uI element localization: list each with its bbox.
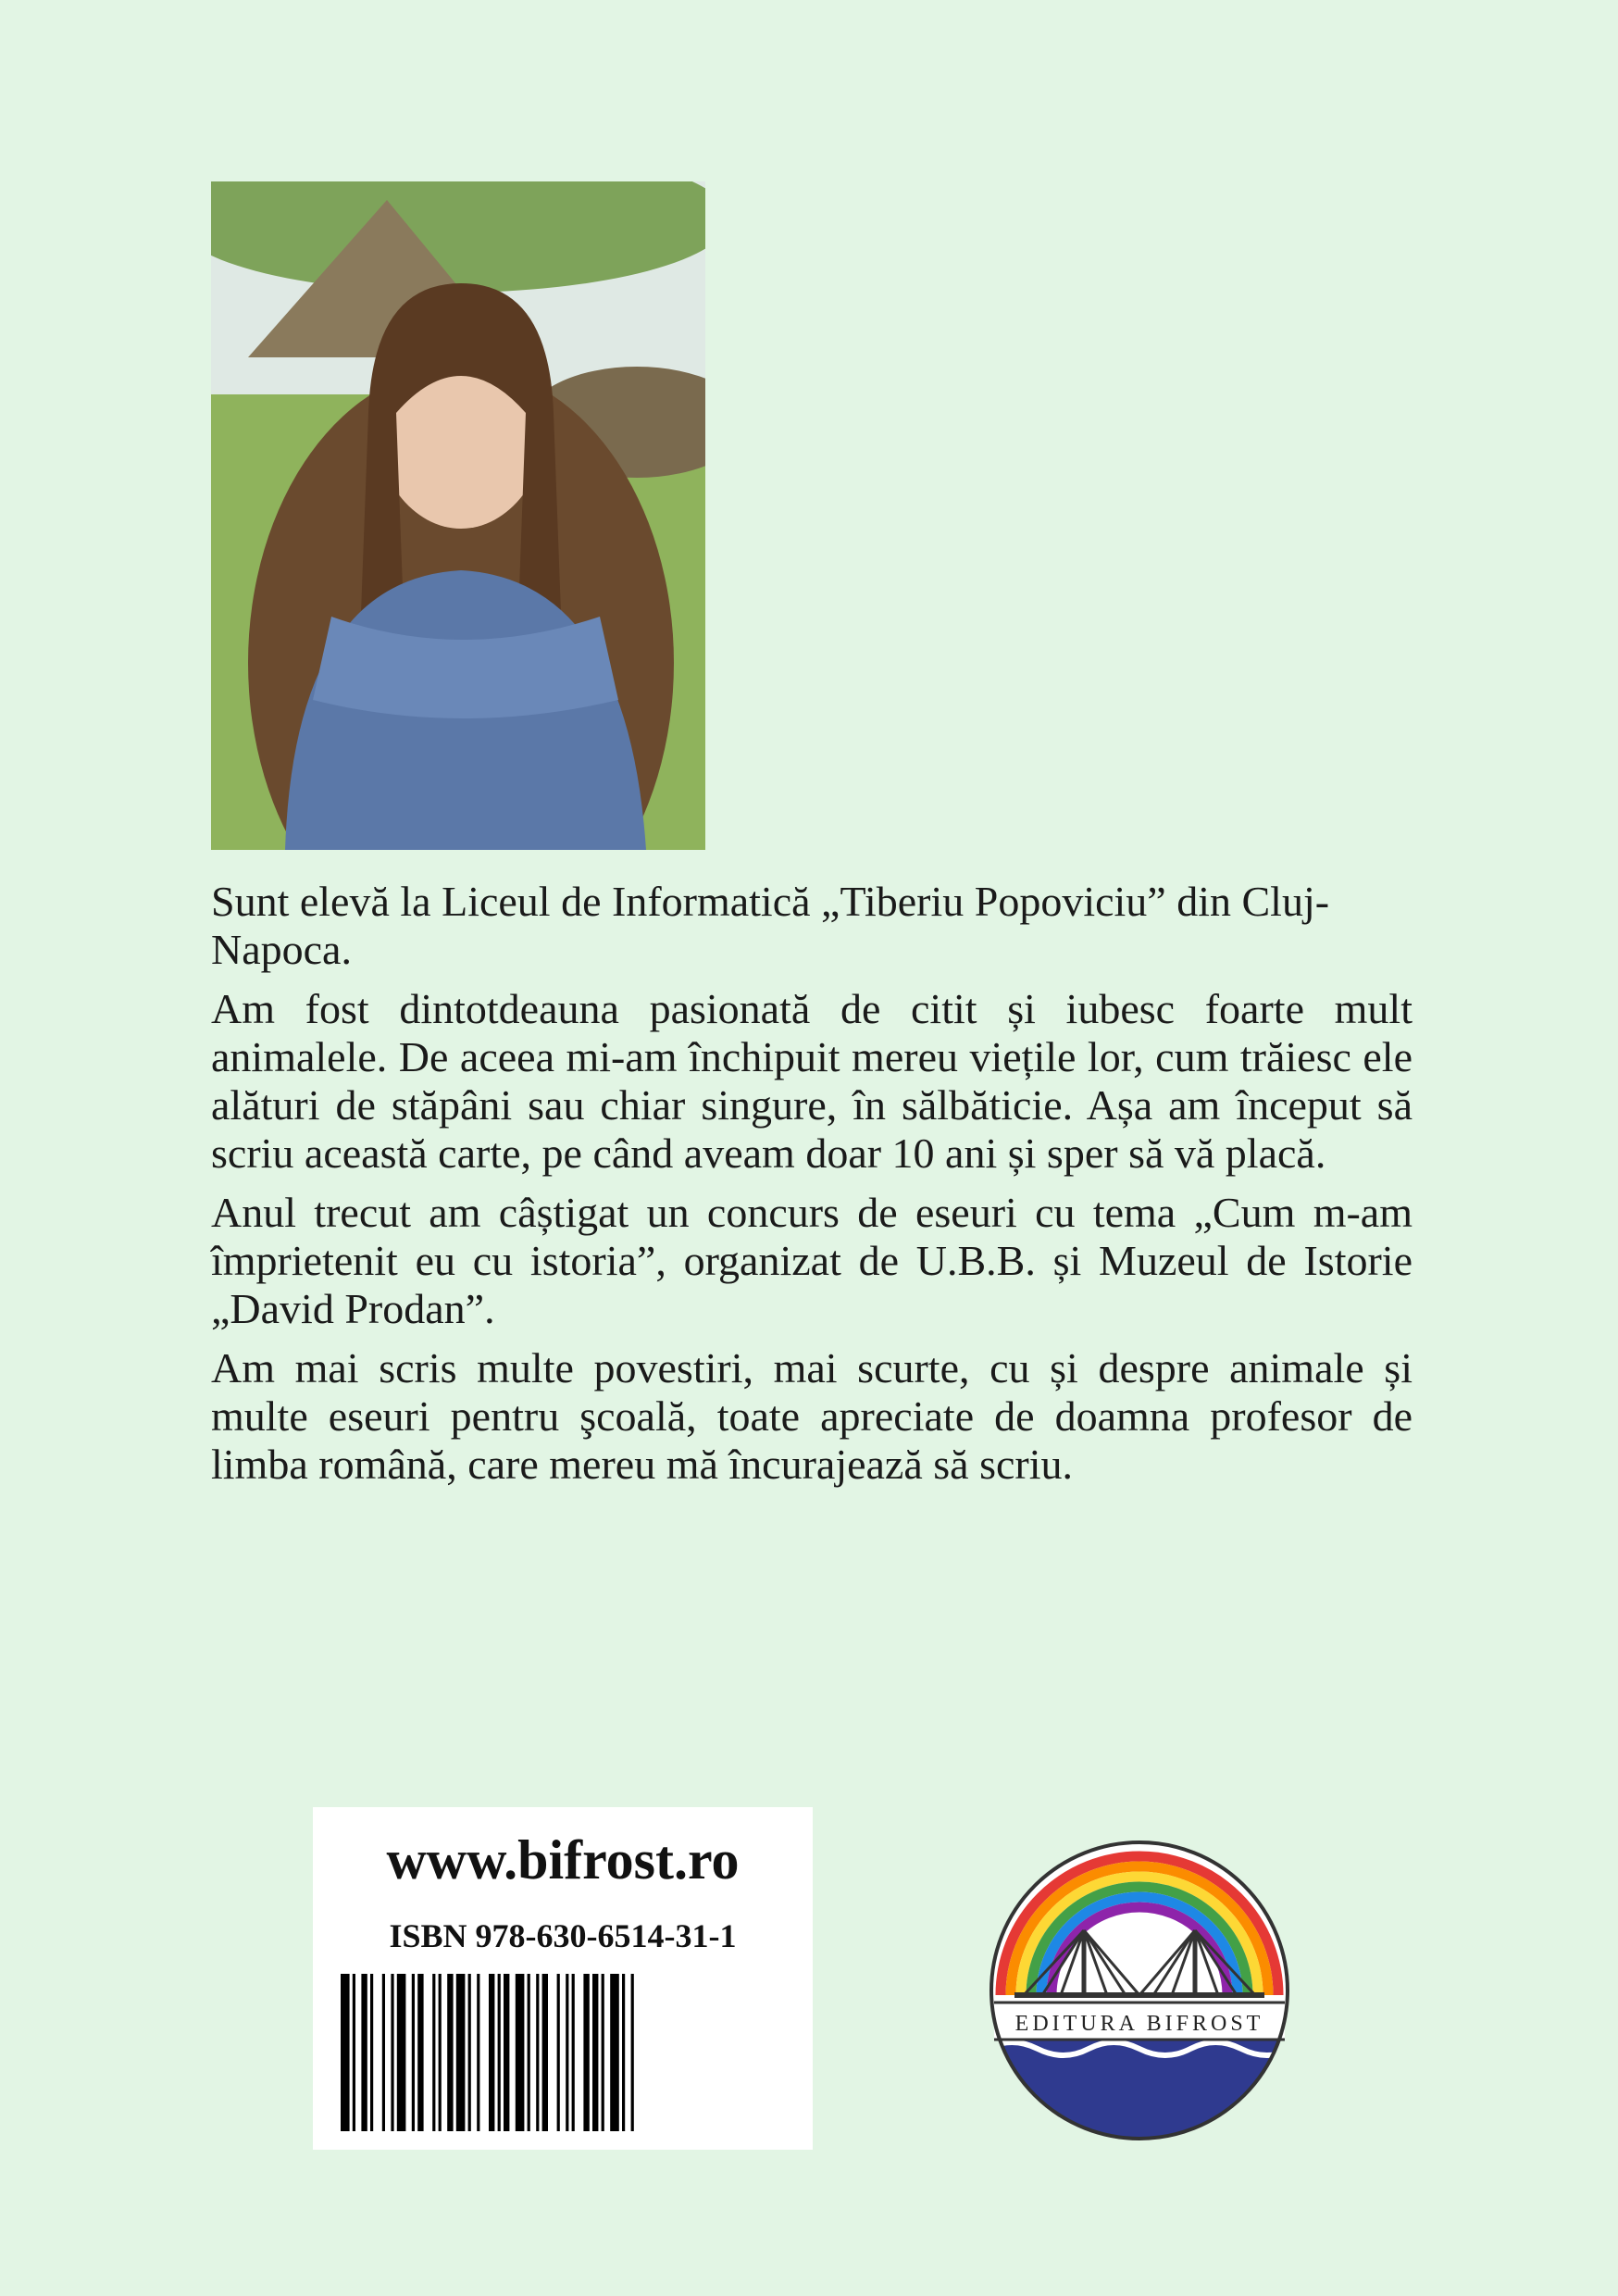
barcode-bar bbox=[583, 1974, 589, 2131]
barcode-bar bbox=[447, 1974, 453, 2131]
barcode-bar bbox=[542, 1974, 548, 2131]
barcode-bar bbox=[391, 1974, 393, 2131]
barcode-bar bbox=[572, 1974, 575, 2131]
barcode-bar bbox=[622, 1974, 625, 2131]
barcode-bar bbox=[602, 1974, 604, 2131]
barcode-bar bbox=[397, 1974, 406, 2131]
barcode-bar bbox=[468, 1974, 471, 2131]
publisher-logo bbox=[987, 1838, 1292, 2143]
barcode-bar bbox=[566, 1974, 568, 2131]
barcode-bar bbox=[557, 1974, 560, 2131]
publisher-website: www.bifrost.ro bbox=[386, 1829, 740, 1890]
bifrost-logo-icon bbox=[987, 1838, 1292, 2143]
author-photo bbox=[211, 181, 705, 850]
barcode-bar bbox=[477, 1974, 479, 2131]
barcode-bar bbox=[528, 1974, 530, 2131]
bio-paragraph-passion: Am fost dintotdeauna pasionată de citit și iubesc foarte mult animalele. De aceea mi-am închipuit mereu viețile lor, cum trăiesc ele alături de stăpâni sau chiar singure, în sălbăticie. Așa am început să scriu această carte, pe când aveam doar 10 ani și sper să vă placă. bbox=[211, 985, 1413, 1177]
author-photo-image bbox=[211, 181, 705, 850]
barcode-bar bbox=[341, 1974, 350, 2131]
barcode-bar bbox=[353, 1974, 355, 2131]
author-bio bbox=[211, 878, 1413, 1500]
barcode-bar bbox=[439, 1974, 442, 2131]
barcode-bar bbox=[504, 1974, 509, 2131]
barcode-bar bbox=[456, 1974, 466, 2131]
bio-paragraph-contest: Anul trecut am câștigat un concurs de eseuri cu tema „Cum m-am împrietenit eu cu istoria”, organizat de U.B.B. și Muzeul de Istorie „David Prodan”. bbox=[211, 1189, 1413, 1332]
barcode-bar bbox=[432, 1974, 435, 2131]
barcode-panel bbox=[313, 1807, 813, 2150]
barcode-bar bbox=[417, 1974, 423, 2131]
barcode-bar bbox=[631, 1974, 634, 2131]
barcode-bar bbox=[412, 1974, 415, 2131]
barcode-bar bbox=[382, 1974, 385, 2131]
bio-paragraph-writing: Am mai scris multe povestiri, mai scurte, cu și despre animale și multe eseuri pentru şcoală, toate apreciate de doamna profesor de limba română, care mereu mă încurajează să scriu. bbox=[211, 1344, 1413, 1488]
logo-text: EDITURA BIFROST bbox=[1014, 2012, 1264, 2036]
barcode-bar bbox=[370, 1974, 373, 2131]
barcode-bar bbox=[361, 1974, 367, 2131]
barcode-bar bbox=[610, 1974, 619, 2131]
barcode-bars bbox=[341, 1974, 785, 2131]
bio-paragraph-school: Sunt elevă la Liceul de Informatică „Tiberiu Popoviciu” din Cluj-Napoca. bbox=[211, 878, 1330, 973]
barcode-bar bbox=[536, 1974, 539, 2131]
barcode-bar bbox=[489, 1974, 494, 2131]
isbn-number: ISBN 978-630-6514-31-1 bbox=[389, 1917, 737, 1954]
barcode-bar bbox=[498, 1974, 501, 2131]
barcode-bar bbox=[592, 1974, 598, 2131]
barcode-bar bbox=[516, 1974, 525, 2131]
